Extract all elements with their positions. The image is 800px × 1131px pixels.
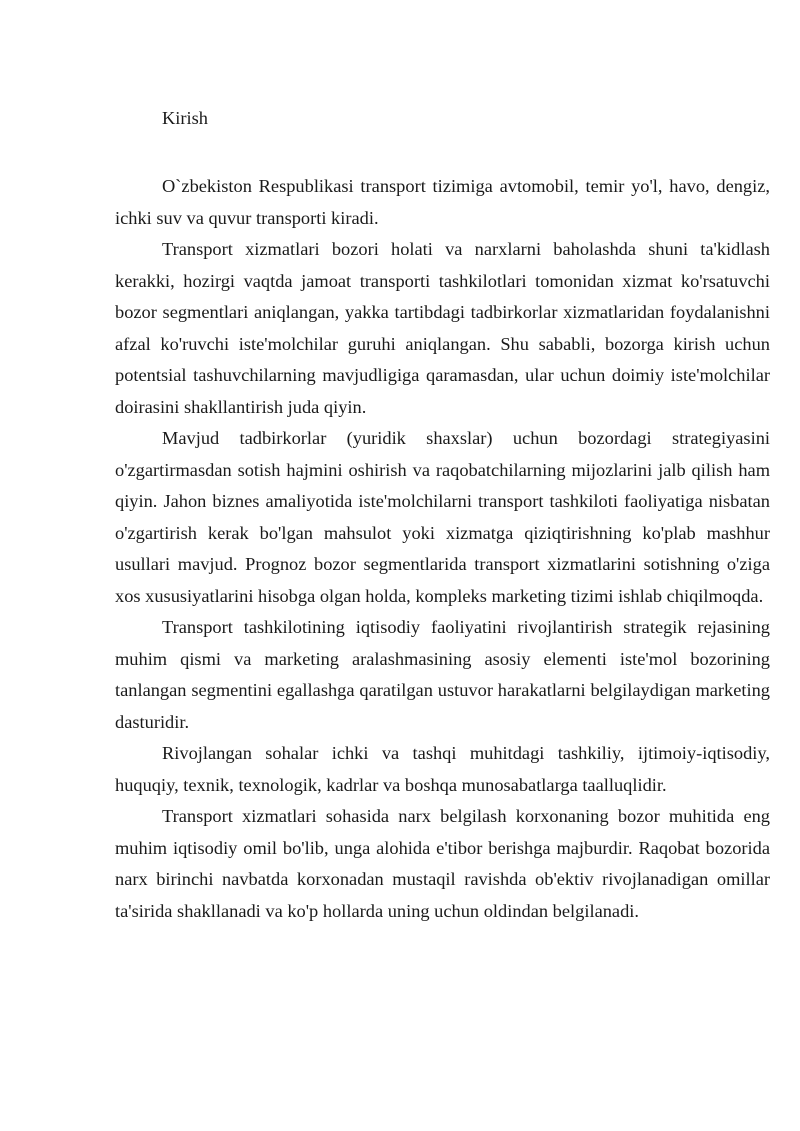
document-body	[115, 171, 770, 927]
paragraph: Rivojlangan sohalar ichki va tashqi muhitdagi tashkiliy, ijtimoiy-iqtisodiy, huquqiy, texnik, texnologik, kadrlar va boshqa munosabatlarga taalluqlidir.	[115, 743, 770, 795]
paragraph: Mavjud tadbirkorlar (yuridik shaxslar) uchun bozordagi strategiyasini o'zgartirmasdan sotish hajmini oshirish va raqobatchilarning mijozlarini jalb qilish ham qiyin. Jahon biznes amaliyotida iste'molchilarni transport tashkiloti faoliyatiga nisbatan o'zgartirish kerak bo'lgan mahsulot yoki xizmatga qiziqtirishning ko'plab mashhur usullari mavjud. Prognoz bozor segmentlarida transport xizmatlarini sotishning o'ziga xos xususiyatlarini hisobga olgan holda, kompleks marketing tizimi ishlab chiqilmoqda.	[115, 428, 770, 606]
section-heading: Kirish	[162, 108, 208, 128]
paragraph: Transport tashkilotining iqtisodiy faoliyatini rivojlantirish strategik rejasining muhim qismi va marketing aralashmasining asosiy elementi iste'mol bozorining tanlangan segmentini egallashga qaratilgan ustuvor harakatlarni belgilaydigan marketing dasturidir.	[115, 617, 770, 732]
paragraph: O`zbekiston Respublikasi transport tizimiga avtomobil, temir yo'l, havo, dengiz, ichki suv va quvur transporti kiradi.	[115, 176, 770, 228]
paragraph: Transport xizmatlari bozori holati va narxlarni baholashda shuni ta'kidlash kerakki, hozirgi vaqtda jamoat transporti tashkilotlari tomonidan xizmat ko'rsatuvchi bozor segmentlari aniqlangan, yakka tartibdagi tadbirkorlar xizmatlaridan foydalanishni afzal ko'ruvchi iste'molchilar guruhi aniqlangan. Shu sababli, bozorga kirish uchun potentsial tashuvchilarning mavjudligiga qaramasdan, ular uchun doimiy iste'molchilar doirasini shakllantirish juda qiyin.	[115, 239, 770, 417]
paragraph: Transport xizmatlari sohasida narx belgilash korxonaning bozor muhitida eng muhim iqtisodiy omil bo'lib, unga alohida e'tibor berishga majburdir. Raqobat bozorida narx birinchi navbatda korxonadan mustaqil ravishda ob'ektiv rivojlanadigan omillar ta'sirida shakllanadi va ko'p hollarda uning uchun oldindan belgilanadi.	[115, 806, 770, 921]
